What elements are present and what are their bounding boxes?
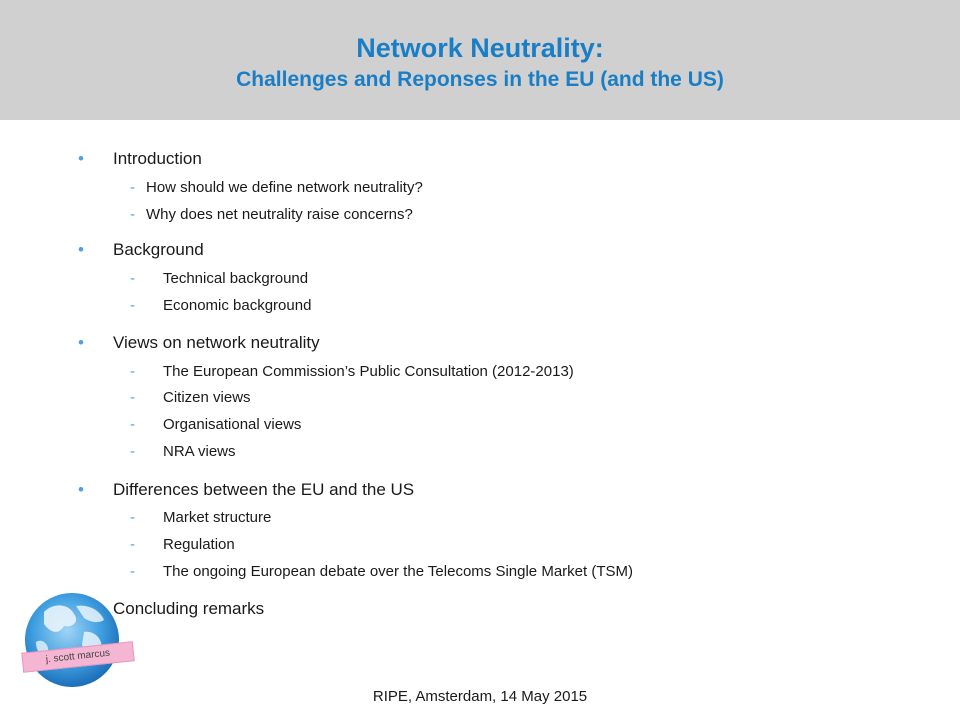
- dash-icon: -: [130, 536, 135, 553]
- sub-item-label: Technical background: [163, 270, 309, 287]
- sub-item-label: Why does net neutrality raise concerns?: [146, 206, 413, 223]
- footer-text: RIPE, Amsterdam, 14 May 2015: [372, 688, 588, 705]
- sub-item-label: Economic background: [163, 297, 312, 314]
- dash-icon: -: [130, 206, 135, 223]
- globe-icon: [14, 592, 134, 688]
- author-badge: j. scott marcus: [21, 641, 134, 673]
- sub-item-label: NRA views: [163, 443, 236, 460]
- sub-item-label: Market structure: [163, 509, 272, 526]
- slide-subtitle: Challenges and Reponses in the EU (and the US): [236, 68, 724, 91]
- bullet-label: Views on network neutrality: [113, 333, 320, 352]
- bullet-dot-icon: •: [78, 333, 84, 352]
- bullet-label: Differences between the EU and the US: [113, 480, 415, 499]
- dash-icon: -: [130, 270, 135, 287]
- sub-item-label: Regulation: [163, 536, 235, 553]
- sub-item-label: Citizen views: [163, 389, 251, 406]
- bullet-dot-icon: •: [78, 240, 84, 259]
- dash-icon: -: [130, 416, 135, 433]
- dash-icon: -: [130, 509, 135, 526]
- dash-icon: -: [130, 563, 135, 580]
- sub-item-label: How should we define network neutrality?: [146, 179, 423, 196]
- dash-icon: -: [130, 389, 135, 406]
- dash-icon: -: [130, 363, 135, 380]
- slide-title: Network Neutrality:: [356, 33, 604, 63]
- dash-icon: -: [130, 297, 135, 314]
- bullet-label: Background: [113, 240, 204, 259]
- sub-item-label: Organisational views: [163, 416, 302, 433]
- bullet-dot-icon: •: [78, 480, 84, 499]
- sub-item-label: The ongoing European debate over the Telecoms Single Market (TSM): [163, 563, 633, 580]
- author-logo: [14, 592, 134, 688]
- bullet-label: Introduction: [113, 149, 202, 168]
- sub-item-label: The European Commission’s Public Consultation (2012-2013): [163, 363, 574, 380]
- bullet-dot-icon: •: [78, 149, 84, 168]
- dash-icon: -: [130, 179, 135, 196]
- dash-icon: -: [130, 443, 135, 460]
- bullet-label: Concluding remarks: [113, 599, 265, 618]
